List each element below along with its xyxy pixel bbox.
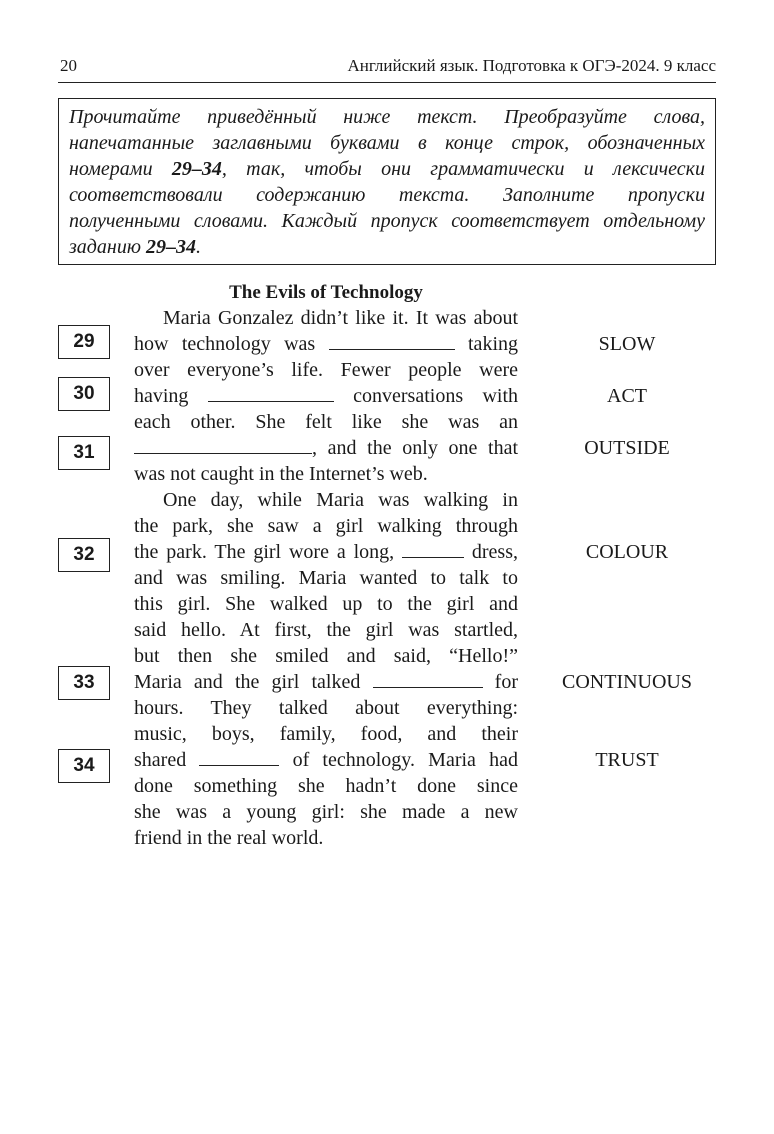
text-line: friend in the real world. bbox=[134, 827, 324, 849]
text-line: was not caught in the Internet’s web. bbox=[134, 463, 428, 485]
task-number-box: 30 bbox=[58, 377, 110, 411]
text-line: Maria Gonzalez didn’t like it. It was about bbox=[163, 307, 518, 329]
text-line: the park. The girl wore a long, dress, bbox=[134, 541, 518, 563]
book-title: Английский язык. Подготовка к ОГЭ-2024. 9 класс bbox=[347, 56, 716, 75]
task-number-box: 32 bbox=[58, 538, 110, 572]
keyword-slow: SLOW bbox=[598, 333, 656, 355]
text-line: Maria and the girl talked for bbox=[134, 671, 518, 693]
story-text bbox=[134, 305, 518, 851]
text-line: the park, she saw a girl walking through bbox=[134, 515, 518, 537]
keyword-trust: TRUST bbox=[595, 749, 659, 771]
answer-gap-32 bbox=[402, 539, 464, 558]
answer-gap-30 bbox=[208, 383, 334, 402]
instructions-text: , так, чтобы они грамматически и лексически соответствовали содержанию текста. Заполните пропуски полученными словами. Каждый пропуск соответствует отдельному заданию bbox=[69, 158, 705, 258]
text-line: , and the only one that bbox=[134, 435, 518, 461]
text-line: and was smiling. Maria wanted to talk to bbox=[134, 567, 518, 589]
story-title: The Evils of Technology bbox=[229, 282, 423, 303]
instructions-text: . bbox=[195, 236, 201, 258]
page-number: 20 bbox=[60, 56, 77, 75]
text-line: done something she hadn’t done since bbox=[134, 775, 518, 797]
answer-gap-33 bbox=[373, 669, 483, 688]
text-line: hours. They talked about everything: bbox=[134, 697, 518, 719]
text-line: said hello. At first, the girl was startled, bbox=[134, 619, 518, 641]
keyword-outside: OUTSIDE bbox=[584, 437, 670, 459]
task-number-box: 29 bbox=[58, 325, 110, 359]
text-line: but then she smiled and said, “Hello!” bbox=[134, 645, 518, 667]
task-number-box: 34 bbox=[58, 749, 110, 783]
text-line: how technology was taking bbox=[134, 333, 518, 355]
task-number-box: 31 bbox=[58, 436, 110, 470]
answer-gap-34 bbox=[199, 747, 279, 766]
text-line: One day, while Maria was walking in bbox=[163, 489, 518, 511]
instructions-text: Прочитайте приведённый ниже текст. Преобразуйте слова, напечатанные заглавными буквами в конце строк, обозначенных номерами bbox=[69, 106, 705, 180]
task-range: 29–34 bbox=[145, 236, 196, 258]
task-range: 29–34 bbox=[171, 158, 222, 180]
header-divider bbox=[58, 82, 716, 83]
task-number-box: 33 bbox=[58, 666, 110, 700]
text-line: each other. She felt like she was an bbox=[134, 411, 518, 433]
text-line: over everyone’s life. Fewer people were bbox=[134, 359, 518, 381]
text-line: music, boys, family, food, and their bbox=[134, 723, 518, 745]
answer-gap-31 bbox=[134, 435, 312, 454]
text-line: having conversations with bbox=[134, 385, 518, 407]
text-line: she was a young girl: she made a new bbox=[134, 801, 518, 823]
keyword-act: ACT bbox=[607, 385, 647, 407]
instructions-box bbox=[58, 98, 716, 265]
keyword-continuous: CONTINUOUS bbox=[562, 671, 692, 693]
text-line: this girl. She walked up to the girl and bbox=[134, 593, 518, 615]
keyword-colour: COLOUR bbox=[585, 541, 669, 563]
text-line: shared of technology. Maria had bbox=[134, 749, 518, 771]
answer-gap-29 bbox=[329, 331, 455, 350]
